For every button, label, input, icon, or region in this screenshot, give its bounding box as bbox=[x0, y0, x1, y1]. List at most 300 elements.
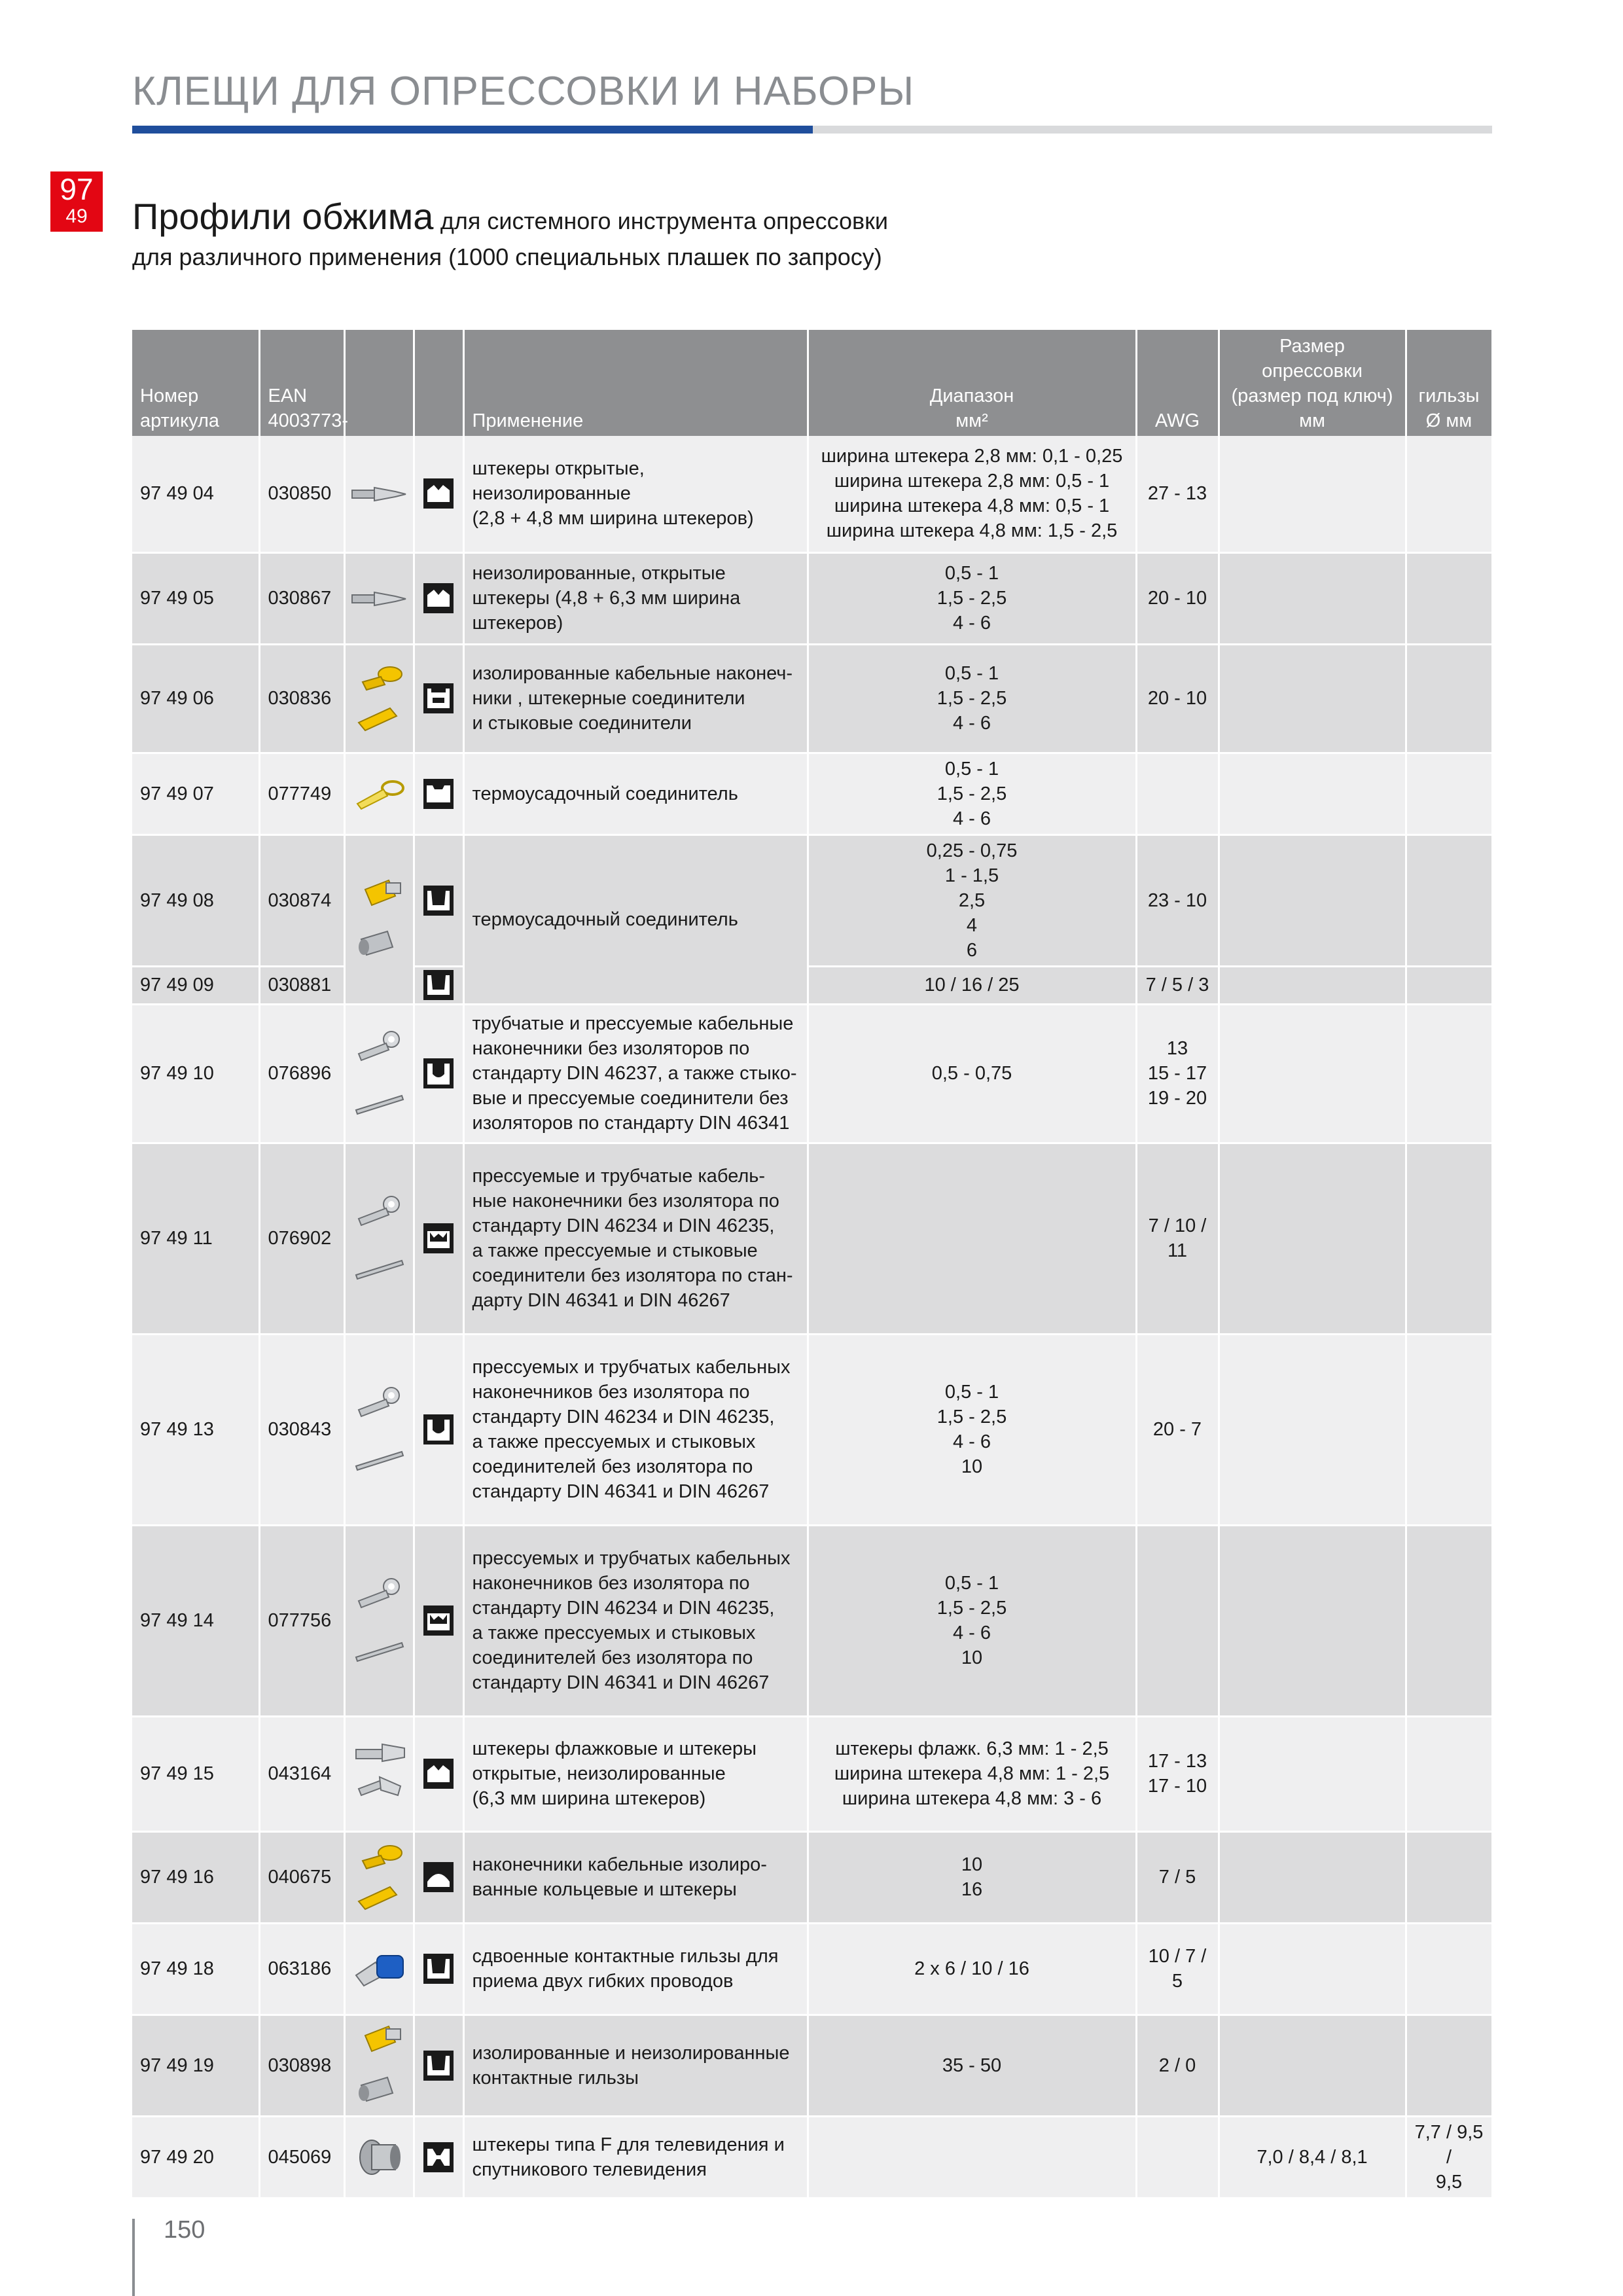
header-image bbox=[344, 330, 414, 436]
table-row bbox=[132, 1004, 1492, 1143]
ferrule-icon bbox=[346, 2020, 413, 2111]
ferrule-icon bbox=[346, 874, 413, 965]
cell-range bbox=[808, 552, 1136, 644]
application-text: изоляторов по стандарту DIN 46341 bbox=[472, 1113, 790, 1134]
cell-ean bbox=[259, 436, 344, 552]
cell-ean bbox=[259, 1716, 344, 1831]
range-text: 1,5 - 2,5 bbox=[936, 783, 1007, 804]
range-text: 10 / 16 / 25 bbox=[924, 975, 1020, 996]
tube-lug-profile-icon bbox=[423, 1418, 454, 1439]
tube-lug-icon bbox=[346, 1384, 413, 1475]
range-text: 4 - 6 bbox=[952, 713, 991, 734]
cell-range bbox=[808, 2116, 1136, 2198]
awg-text: 15 - 17 bbox=[1147, 1063, 1207, 1084]
cell-ean bbox=[259, 834, 344, 966]
cell-awg bbox=[1136, 1143, 1219, 1334]
cell-crimp-size bbox=[1219, 1143, 1406, 1334]
awg-text: 11 bbox=[1167, 1240, 1188, 1261]
application-text: изолированные и неизолированные bbox=[472, 2042, 790, 2064]
cell-ean bbox=[259, 552, 344, 644]
range-text: 4 - 6 bbox=[952, 1623, 991, 1643]
awg-text: 13 bbox=[1166, 1038, 1188, 1059]
header-article: Номер артикула bbox=[132, 330, 259, 436]
cell-awg bbox=[1136, 1334, 1219, 1525]
table-row bbox=[132, 1525, 1492, 1716]
range-text: ширина штекера 4,8 мм: 1,5 - 2,5 bbox=[826, 520, 1118, 542]
application-text: штекеры типа F для телевидения и bbox=[472, 2134, 785, 2155]
header-rule bbox=[132, 126, 1492, 134]
cell-ean bbox=[259, 753, 344, 834]
cell-sleeve bbox=[1406, 1831, 1492, 1923]
range-text: 6 bbox=[966, 939, 978, 961]
cell-sleeve bbox=[1406, 1716, 1492, 1831]
range-text: 0,25 - 0,75 bbox=[926, 840, 1018, 861]
range-text: 1 - 1,5 bbox=[944, 865, 999, 886]
table-row bbox=[132, 1716, 1492, 1831]
cell-image bbox=[344, 1923, 414, 2015]
header-sleeve: гильзы Ø мм bbox=[1406, 330, 1492, 436]
ean-code: 030843 bbox=[268, 1419, 332, 1440]
cell-ean bbox=[259, 644, 344, 753]
article-number: 97 49 09 bbox=[140, 975, 214, 996]
application-text: (2,8 + 4,8 мм ширина штекеров) bbox=[472, 508, 754, 529]
section-title-main: Профили обжима bbox=[132, 196, 434, 237]
range-text: ширина штекера 2,8 мм: 0,1 - 0,25 bbox=[821, 446, 1123, 467]
tube-lug-icon bbox=[346, 1575, 413, 1666]
open-connector-profile-icon bbox=[423, 587, 454, 608]
table-row bbox=[132, 2015, 1492, 2116]
cell-awg bbox=[1136, 552, 1219, 644]
insulated-profile-icon bbox=[423, 687, 454, 708]
f-connector-icon bbox=[346, 2134, 413, 2180]
application-text: вые и прессуемые соединители без bbox=[472, 1088, 789, 1109]
cell-application bbox=[463, 644, 808, 753]
cell-article bbox=[132, 753, 259, 834]
cell-awg bbox=[1136, 834, 1219, 966]
table-row bbox=[132, 1334, 1492, 1525]
cell-article bbox=[132, 966, 259, 1004]
cell-sleeve bbox=[1406, 2116, 1492, 2198]
cell-image bbox=[344, 834, 414, 1004]
cell-crimp-size bbox=[1219, 552, 1406, 644]
cell-image bbox=[344, 436, 414, 552]
application-text: соединителей без изолятора по bbox=[472, 1647, 753, 1668]
application-text: изолированные кабельные наконеч- bbox=[472, 663, 793, 684]
ean-code: 030881 bbox=[268, 975, 332, 996]
cell-article bbox=[132, 1923, 259, 2015]
flag-connector-icon bbox=[346, 1738, 413, 1810]
application-text: термоусадочный соединитель bbox=[472, 783, 738, 804]
range-text: ширина штекера 4,8 мм: 0,5 - 1 bbox=[834, 495, 1110, 517]
flat-connector-icon bbox=[346, 478, 413, 509]
indent-profile-icon bbox=[423, 1609, 454, 1630]
application-text: дарту DIN 46341 и DIN 46267 bbox=[472, 1290, 730, 1311]
cell-ean bbox=[259, 2116, 344, 2198]
cell-crimp-size bbox=[1219, 1004, 1406, 1143]
cell-application bbox=[463, 2015, 808, 2116]
application-text: штекеры открытые, bbox=[472, 458, 645, 480]
table-row bbox=[132, 834, 1492, 966]
range-text: 35 - 50 bbox=[942, 2054, 1002, 2076]
application-text: термоусадочный соединитель bbox=[472, 908, 738, 930]
range-text: 1,5 - 2,5 bbox=[936, 1598, 1007, 1619]
cell-profile bbox=[414, 2116, 463, 2198]
header-rule-accent bbox=[132, 126, 813, 134]
tube-lug-icon bbox=[346, 1193, 413, 1284]
awg-text: 10 / 7 / bbox=[1148, 1946, 1207, 1967]
cell-article bbox=[132, 1334, 259, 1525]
ferrule-profile-icon bbox=[423, 889, 454, 910]
range-text: 1,5 - 2,5 bbox=[936, 1407, 1007, 1427]
cell-sleeve bbox=[1406, 644, 1492, 753]
ean-code: 030850 bbox=[268, 483, 332, 505]
cell-image bbox=[344, 1716, 414, 1831]
cell-profile bbox=[414, 966, 463, 1004]
application-text: стандарту DIN 46341 и DIN 46267 bbox=[472, 1481, 770, 1502]
cell-ean bbox=[259, 1923, 344, 2015]
cell-application bbox=[463, 552, 808, 644]
cell-image bbox=[344, 1831, 414, 1923]
article-number: 97 49 16 bbox=[140, 1867, 214, 1888]
range-text: штекеры флажк. 6,3 мм: 1 - 2,5 bbox=[835, 1738, 1109, 1759]
cell-awg bbox=[1136, 1716, 1219, 1831]
cell-crimp-size bbox=[1219, 644, 1406, 753]
cell-article bbox=[132, 1004, 259, 1143]
cell-image bbox=[344, 2116, 414, 2198]
application-text: прессуемые и трубчатые кабель- bbox=[472, 1166, 766, 1187]
cell-crimp-size bbox=[1219, 1716, 1406, 1831]
ferrule-profile-icon bbox=[423, 1958, 454, 1979]
awg-text: 19 - 20 bbox=[1147, 1088, 1207, 1109]
range-text: 0,5 - 1 bbox=[944, 563, 999, 584]
cell-awg bbox=[1136, 1831, 1219, 1923]
range-text: 10 bbox=[961, 1456, 983, 1477]
application-text: ные наконечники без изолятора по bbox=[472, 1191, 779, 1211]
application-text: спутникового телевидения bbox=[472, 2159, 707, 2180]
cell-image bbox=[344, 644, 414, 753]
cell-awg bbox=[1136, 1004, 1219, 1143]
section-title bbox=[132, 195, 888, 238]
hex-profile-icon bbox=[423, 2145, 454, 2166]
application-text: контактные гильзы bbox=[472, 2067, 639, 2089]
article-number: 97 49 04 bbox=[140, 483, 214, 505]
cell-range bbox=[808, 1334, 1136, 1525]
range-text: 0,5 - 1 bbox=[944, 758, 999, 780]
cell-application bbox=[463, 834, 808, 1004]
article-number: 97 49 13 bbox=[140, 1419, 214, 1440]
range-text: ширина штекера 4,8 мм: 1 - 2,5 bbox=[834, 1763, 1110, 1784]
tube-lug-icon bbox=[346, 1028, 413, 1119]
sleeve-text: 9,5 bbox=[1435, 2171, 1463, 2193]
sleeve-text: 7,7 / 9,5 / bbox=[1414, 2121, 1484, 2168]
cell-sleeve bbox=[1406, 834, 1492, 966]
range-text: 1,5 - 2,5 bbox=[936, 688, 1007, 709]
open-connector-profile-icon bbox=[423, 482, 454, 503]
application-text: штекеров) bbox=[472, 613, 563, 634]
awg-text: 7 / 10 / bbox=[1148, 1215, 1207, 1236]
cell-application bbox=[463, 753, 808, 834]
cell-crimp-size bbox=[1219, 2015, 1406, 2116]
table-row bbox=[132, 1831, 1492, 1923]
ferrule-profile-icon bbox=[423, 2054, 454, 2075]
cell-sleeve bbox=[1406, 436, 1492, 552]
cell-sleeve bbox=[1406, 2015, 1492, 2116]
cell-ean bbox=[259, 1004, 344, 1143]
range-text: 0,5 - 0,75 bbox=[931, 1063, 1012, 1084]
range-text: 10 bbox=[961, 1854, 983, 1875]
application-text: ники , штекерные соединители bbox=[472, 688, 745, 709]
cell-profile bbox=[414, 1143, 463, 1334]
twin-ferrule-icon bbox=[346, 1949, 413, 1988]
table-row bbox=[132, 436, 1492, 552]
cell-application bbox=[463, 1004, 808, 1143]
cell-crimp-size bbox=[1219, 1525, 1406, 1716]
cell-ean bbox=[259, 1831, 344, 1923]
flat-connector-icon bbox=[346, 583, 413, 613]
cell-profile bbox=[414, 552, 463, 644]
application-text: неизолированные, открытые bbox=[472, 563, 726, 584]
crimp-size-text: 7,0 / 8,4 / 8,1 bbox=[1257, 2146, 1368, 2168]
cell-range bbox=[808, 1004, 1136, 1143]
table-row bbox=[132, 644, 1492, 753]
ferrule-profile-icon bbox=[423, 974, 454, 995]
page-header-title: КЛЕЩИ ДЛЯ ОПРЕССОВКИ И НАБОРЫ bbox=[132, 69, 915, 114]
cell-awg bbox=[1136, 2015, 1219, 2116]
cell-crimp-size bbox=[1219, 1923, 1406, 2015]
cell-crimp-size bbox=[1219, 1831, 1406, 1923]
range-text: 2,5 bbox=[958, 889, 986, 911]
range-text: 16 bbox=[961, 1879, 983, 1900]
cell-range bbox=[808, 753, 1136, 834]
product-table bbox=[132, 330, 1493, 2199]
ean-code: 043164 bbox=[268, 1763, 332, 1784]
article-number: 97 49 10 bbox=[140, 1063, 214, 1084]
header-profile bbox=[414, 330, 463, 436]
range-text: 2 x 6 / 10 / 16 bbox=[914, 1958, 1029, 1979]
ean-code: 076896 bbox=[268, 1063, 332, 1084]
application-text: соединителей без изолятора по bbox=[472, 1456, 753, 1477]
range-text: 4 - 6 bbox=[952, 1431, 991, 1452]
range-text: 0,5 - 1 bbox=[944, 1573, 999, 1594]
cell-article bbox=[132, 1525, 259, 1716]
range-text: 10 bbox=[961, 1647, 983, 1668]
cell-range bbox=[808, 2015, 1136, 2116]
ean-code: 030874 bbox=[268, 889, 332, 911]
article-number: 97 49 18 bbox=[140, 1958, 214, 1979]
cell-profile bbox=[414, 1334, 463, 1525]
awg-text: 7 / 5 / 3 bbox=[1145, 975, 1209, 996]
cell-profile bbox=[414, 753, 463, 834]
open-connector-profile-icon bbox=[423, 1763, 454, 1784]
cell-awg bbox=[1136, 1525, 1219, 1716]
application-text: ванные кольцевые и штекеры bbox=[472, 1879, 737, 1900]
tube-lug-profile-icon bbox=[423, 1062, 454, 1083]
awg-text: 27 - 13 bbox=[1147, 483, 1207, 505]
application-text: приема двух гибких проводов bbox=[472, 1971, 734, 1992]
application-text: сдвоенные контактные гильзы для bbox=[472, 1946, 779, 1967]
section-subtitle: для различного применения (1000 специальных плашек по запросу) bbox=[132, 243, 882, 270]
ean-code: 077749 bbox=[268, 783, 332, 804]
cell-sleeve bbox=[1406, 1004, 1492, 1143]
application-text: стандарту DIN 46234 и DIN 46235, bbox=[472, 1598, 775, 1619]
ean-code: 030836 bbox=[268, 688, 332, 709]
section-title-suffix: для системного инструмента опрессовки bbox=[440, 207, 889, 234]
cell-crimp-size bbox=[1219, 2116, 1406, 2198]
header-application: Применение bbox=[463, 330, 808, 436]
table-row bbox=[132, 966, 1492, 1004]
table-row bbox=[132, 1143, 1492, 1334]
cell-application bbox=[463, 1525, 808, 1716]
range-text: 4 - 6 bbox=[952, 808, 991, 829]
ean-code: 030898 bbox=[268, 2054, 332, 2076]
awg-text: 23 - 10 bbox=[1147, 889, 1207, 911]
cell-awg bbox=[1136, 1923, 1219, 2015]
cell-application bbox=[463, 1923, 808, 2015]
application-text: а также прессуемых и стыковых bbox=[472, 1623, 756, 1643]
awg-text: 7 / 5 bbox=[1158, 1867, 1196, 1888]
cell-range bbox=[808, 436, 1136, 552]
application-text: прессуемых и трубчатых кабельных bbox=[472, 1548, 791, 1569]
application-text: штекеры флажковые и штекеры bbox=[472, 1738, 757, 1759]
range-text: 4 bbox=[966, 914, 978, 936]
ean-code: 045069 bbox=[268, 2146, 332, 2168]
cell-range bbox=[808, 644, 1136, 753]
cell-range bbox=[808, 834, 1136, 966]
cell-awg bbox=[1136, 2116, 1219, 2198]
cell-profile bbox=[414, 644, 463, 753]
cell-ean bbox=[259, 966, 344, 1004]
article-number: 97 49 15 bbox=[140, 1763, 214, 1784]
application-text: соединители без изолятора по стан- bbox=[472, 1265, 793, 1286]
table-row bbox=[132, 753, 1492, 834]
application-text: наконечников без изолятора по bbox=[472, 1382, 750, 1403]
badge-bottom: 49 bbox=[65, 206, 88, 227]
article-number: 97 49 06 bbox=[140, 688, 214, 709]
awg-text: 5 bbox=[1171, 1971, 1183, 1992]
cell-sleeve bbox=[1406, 753, 1492, 834]
range-text: 0,5 - 1 bbox=[944, 1382, 999, 1403]
cell-profile bbox=[414, 1716, 463, 1831]
cell-range bbox=[808, 966, 1136, 1004]
cell-crimp-size bbox=[1219, 834, 1406, 966]
footer-line bbox=[132, 2219, 135, 2296]
application-text: стандарту DIN 46237, а также стыко- bbox=[472, 1063, 797, 1084]
cell-article bbox=[132, 2015, 259, 2116]
cell-application bbox=[463, 1334, 808, 1525]
article-number: 97 49 19 bbox=[140, 2054, 214, 2076]
cell-article bbox=[132, 1716, 259, 1831]
header-range: Диапазон мм² bbox=[808, 330, 1136, 436]
cell-range bbox=[808, 1525, 1136, 1716]
cell-ean bbox=[259, 1143, 344, 1334]
badge-top: 97 bbox=[60, 172, 94, 206]
article-number: 97 49 07 bbox=[140, 783, 214, 804]
range-text: ширина штекера 2,8 мм: 0,5 - 1 bbox=[834, 471, 1110, 492]
range-text: 1,5 - 2,5 bbox=[936, 588, 1007, 609]
cell-application bbox=[463, 2116, 808, 2198]
heat-shrink-profile-icon bbox=[423, 782, 454, 803]
cell-awg bbox=[1136, 436, 1219, 552]
cell-image bbox=[344, 753, 414, 834]
cell-awg bbox=[1136, 644, 1219, 753]
cell-article bbox=[132, 644, 259, 753]
cell-sleeve bbox=[1406, 1525, 1492, 1716]
cell-application bbox=[463, 436, 808, 552]
cell-profile bbox=[414, 2015, 463, 2116]
cell-application bbox=[463, 1143, 808, 1334]
cell-profile bbox=[414, 1923, 463, 2015]
insulated-terminal-icon bbox=[346, 662, 413, 734]
application-text: открытые, неизолированные bbox=[472, 1763, 726, 1784]
cell-ean bbox=[259, 1525, 344, 1716]
cell-profile bbox=[414, 1525, 463, 1716]
cell-article bbox=[132, 1831, 259, 1923]
application-text: стандарту DIN 46234 и DIN 46235, bbox=[472, 1407, 775, 1427]
header-crimp-size: Размер опрессовки (размер под ключ) мм bbox=[1219, 330, 1406, 436]
awg-text: 17 - 13 bbox=[1147, 1751, 1207, 1772]
cell-application bbox=[463, 1831, 808, 1923]
section-badge bbox=[50, 171, 103, 232]
application-text: (6,3 мм ширина штекеров) bbox=[472, 1788, 706, 1809]
cell-image bbox=[344, 1334, 414, 1525]
cell-range bbox=[808, 1923, 1136, 2015]
table-row bbox=[132, 1923, 1492, 2015]
table-row bbox=[132, 2116, 1492, 2198]
cell-crimp-size bbox=[1219, 1334, 1406, 1525]
cell-image bbox=[344, 1143, 414, 1334]
article-number: 97 49 05 bbox=[140, 588, 214, 609]
header-ean: EAN 4003773- bbox=[259, 330, 344, 436]
ean-code: 030867 bbox=[268, 588, 332, 609]
cell-article bbox=[132, 1143, 259, 1334]
application-text: стандарту DIN 46234 и DIN 46235, bbox=[472, 1215, 775, 1236]
application-text: неизолированные bbox=[472, 483, 631, 505]
cell-crimp-size bbox=[1219, 753, 1406, 834]
page-number: 150 bbox=[164, 2216, 205, 2244]
application-text: наконечники кабельные изолиро- bbox=[472, 1854, 767, 1875]
cell-image bbox=[344, 1004, 414, 1143]
cell-awg bbox=[1136, 966, 1219, 1004]
article-number: 97 49 20 bbox=[140, 2146, 214, 2168]
article-number: 97 49 11 bbox=[140, 1228, 213, 1249]
ean-code: 077756 bbox=[268, 1610, 332, 1631]
insulated-terminal-icon bbox=[346, 1841, 413, 1913]
awg-text: 2 / 0 bbox=[1158, 2054, 1196, 2076]
awg-text: 20 - 10 bbox=[1147, 688, 1207, 709]
cell-awg bbox=[1136, 753, 1219, 834]
ean-code: 040675 bbox=[268, 1867, 332, 1888]
heat-shrink-terminal-icon bbox=[346, 778, 413, 810]
application-text: наконечники без изоляторов по bbox=[472, 1038, 750, 1059]
awg-text: 17 - 10 bbox=[1147, 1776, 1207, 1797]
cell-range bbox=[808, 1716, 1136, 1831]
application-text: наконечников без изолятора по bbox=[472, 1573, 750, 1594]
cell-sleeve bbox=[1406, 1334, 1492, 1525]
range-text: 4 - 6 bbox=[952, 613, 991, 634]
cell-crimp-size bbox=[1219, 966, 1406, 1004]
cell-image bbox=[344, 1525, 414, 1716]
cell-article bbox=[132, 436, 259, 552]
cell-range bbox=[808, 1143, 1136, 1334]
application-text: стандарту DIN 46341 и DIN 46267 bbox=[472, 1672, 770, 1693]
cell-image bbox=[344, 552, 414, 644]
cell-sleeve bbox=[1406, 552, 1492, 644]
cell-article bbox=[132, 834, 259, 966]
article-number: 97 49 14 bbox=[140, 1610, 214, 1631]
table-row bbox=[132, 552, 1492, 644]
cell-sleeve bbox=[1406, 966, 1492, 1004]
cell-profile bbox=[414, 436, 463, 552]
